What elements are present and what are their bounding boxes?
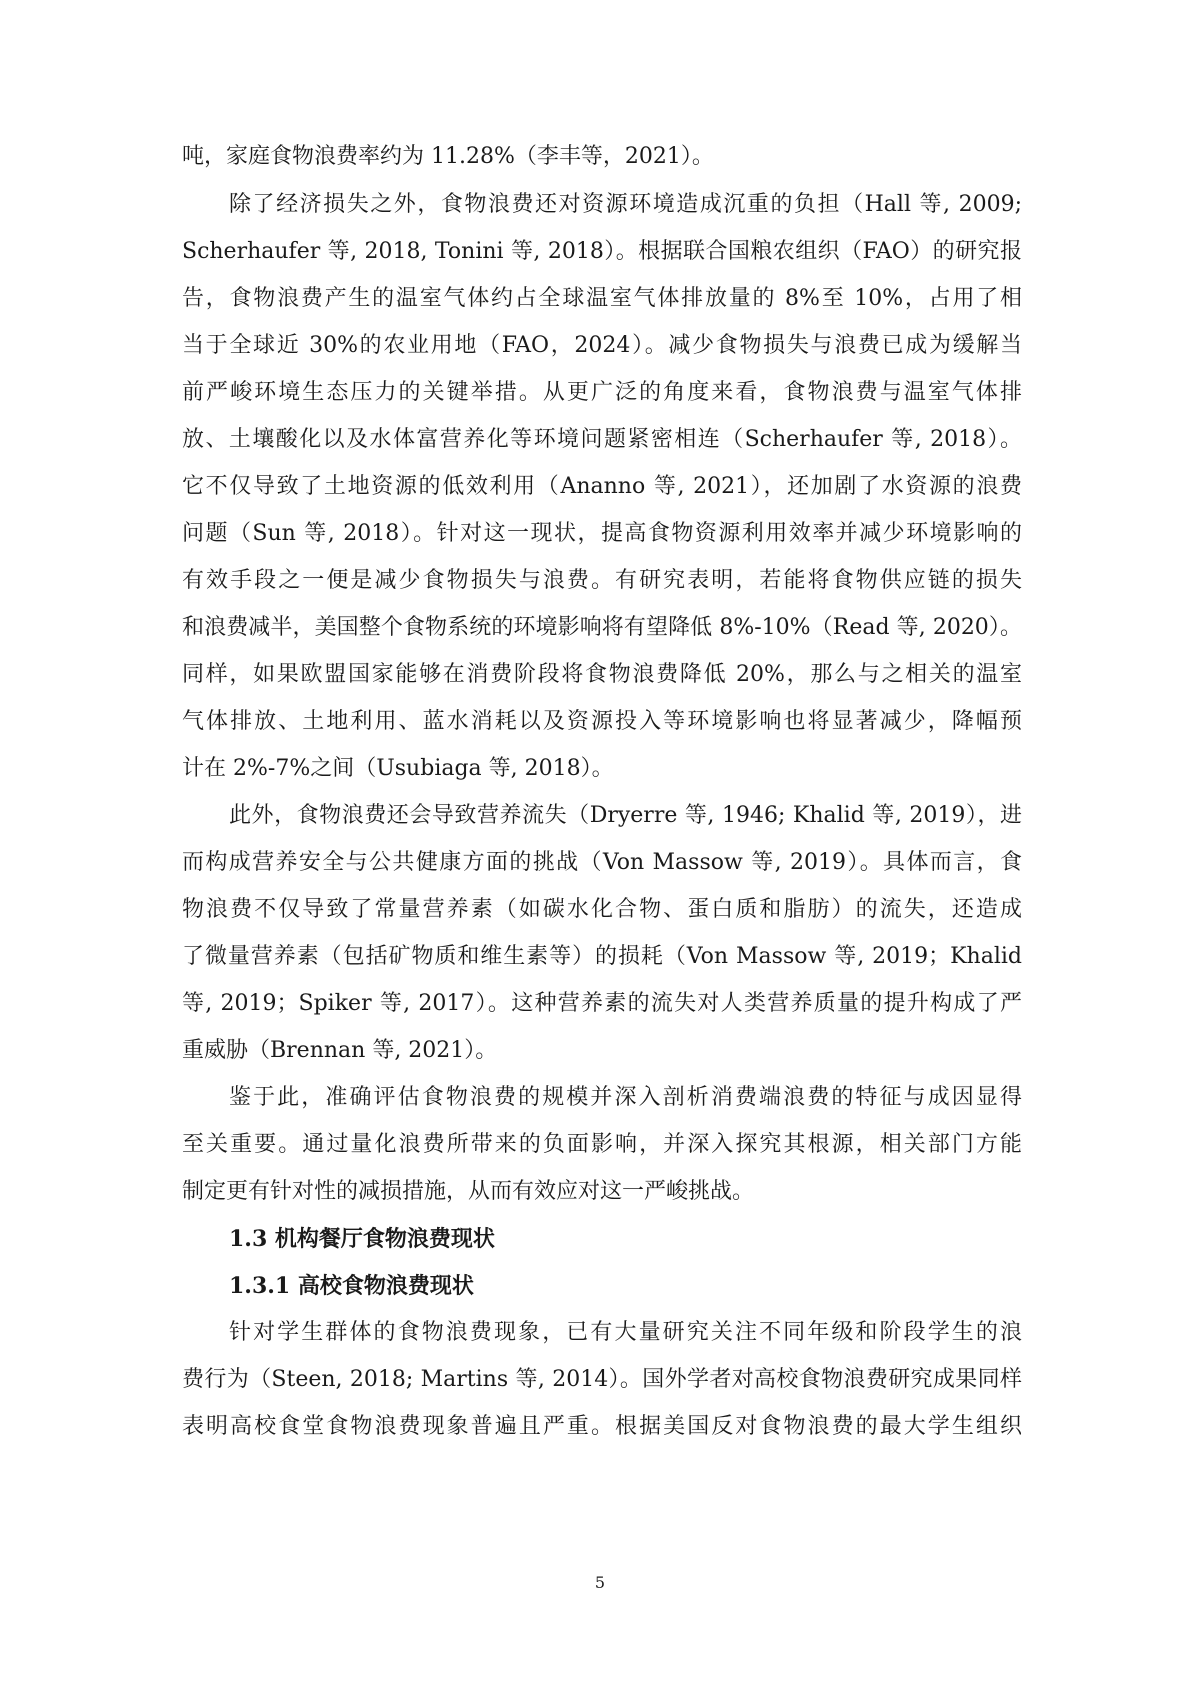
paragraph-line: Scherhaufer 等, 2018, Tonini 等, 2018）。根据联合国粮农组织（FAO）的研究报 [182,239,1022,264]
paragraph-line: 告，食物浪费产生的温室气体约占全球温室气体排放量的 8%至 10%，占用了相 [182,286,1022,311]
paragraph-line: 物浪费不仅导致了常量营养素（如碳水化合物、蛋白质和脂肪）的流失，还造成 [182,897,1022,922]
paragraph-line: 当于全球近 30%的农业用地（FAO，2024）。减少食物损失与浪费已成为缓解当 [182,333,1022,358]
paragraph-line: 了微量营养素（包括矿物质和维生素等）的损耗（Von Massow 等, 2019；Khalid [182,944,1022,969]
paragraph-line: 问题（Sun 等, 2018）。针对这一现状，提高食物资源利用效率并减少环境影响的 [182,521,1022,546]
paragraph-line: 至关重要。通过量化浪费所带来的负面影响，并深入探究其根源，相关部门方能 [182,1132,1022,1157]
paragraph-line: 制定更有针对性的减损措施，从而有效应对这一严峻挑战。 [182,1179,755,1204]
paragraph-line: 费行为（Steen, 2018; Martins 等, 2014）。国外学者对高校食物浪费研究成果同样 [182,1367,1022,1392]
subsection-heading: 1.3.1 高校食物浪费现状 [229,1273,474,1299]
paragraph-line: 表明高校食堂食物浪费现象普遍且严重。根据美国反对食物浪费的最大学生组织 [182,1414,1022,1439]
paragraph-line: 气体排放、土地利用、蓝水消耗以及资源投入等环境影响也将显著减少，降幅预 [182,709,1022,734]
paragraph-line: 放、土壤酸化以及水体富营养化等环境问题紧密相连（Scherhaufer 等, 2018）。 [182,427,1022,452]
paragraph-line: 计在 2%-7%之间（Usubiaga 等, 2018）。 [182,756,614,781]
paragraph-line: 和浪费减半，美国整个食物系统的环境影响将有望降低 8%-10%（Read 等, 2020）。 [182,615,1022,640]
paragraph-line: 前严峻环境生态压力的关键举措。从更广泛的角度来看，食物浪费与温室气体排 [182,380,1022,405]
paragraph-line: 等, 2019；Spiker 等, 2017）。这种营养素的流失对人类营养质量的提升构成了严 [182,991,1022,1016]
paragraph-line: 鉴于此，准确评估食物浪费的规模并深入剖析消费端浪费的特征与成因显得 [229,1085,1022,1110]
paragraph-line: 针对学生群体的食物浪费现象，已有大量研究关注不同年级和阶段学生的浪 [229,1320,1022,1345]
page-number: 5 [594,1573,606,1592]
paragraph-line: 除了经济损失之外，食物浪费还对资源环境造成沉重的负担（Hall 等, 2009; [229,192,1022,217]
paragraph-line: 此外，食物浪费还会导致营养流失（Dryerre 等, 1946; Khalid 等, 2019），进 [229,803,1022,828]
paragraph-line: 重威胁（Brennan 等, 2021）。 [182,1038,498,1063]
paragraph-line: 而构成营养安全与公共健康方面的挑战（Von Massow 等, 2019）。具体而言，食 [182,850,1022,875]
section-heading: 1.3 机构餐厅食物浪费现状 [229,1226,495,1252]
paragraph-line: 有效手段之一便是减少食物损失与浪费。有研究表明，若能将食物供应链的损失 [182,568,1022,593]
paragraph-line: 吨，家庭食物浪费率约为 11.28%（李丰等，2021）。 [182,144,714,169]
paragraph-line: 同样，如果欧盟国家能够在消费阶段将食物浪费降低 20%，那么与之相关的温室 [182,662,1022,687]
paragraph-line: 它不仅导致了土地资源的低效利用（Ananno 等, 2021），还加剧了水资源的浪费 [182,474,1022,499]
